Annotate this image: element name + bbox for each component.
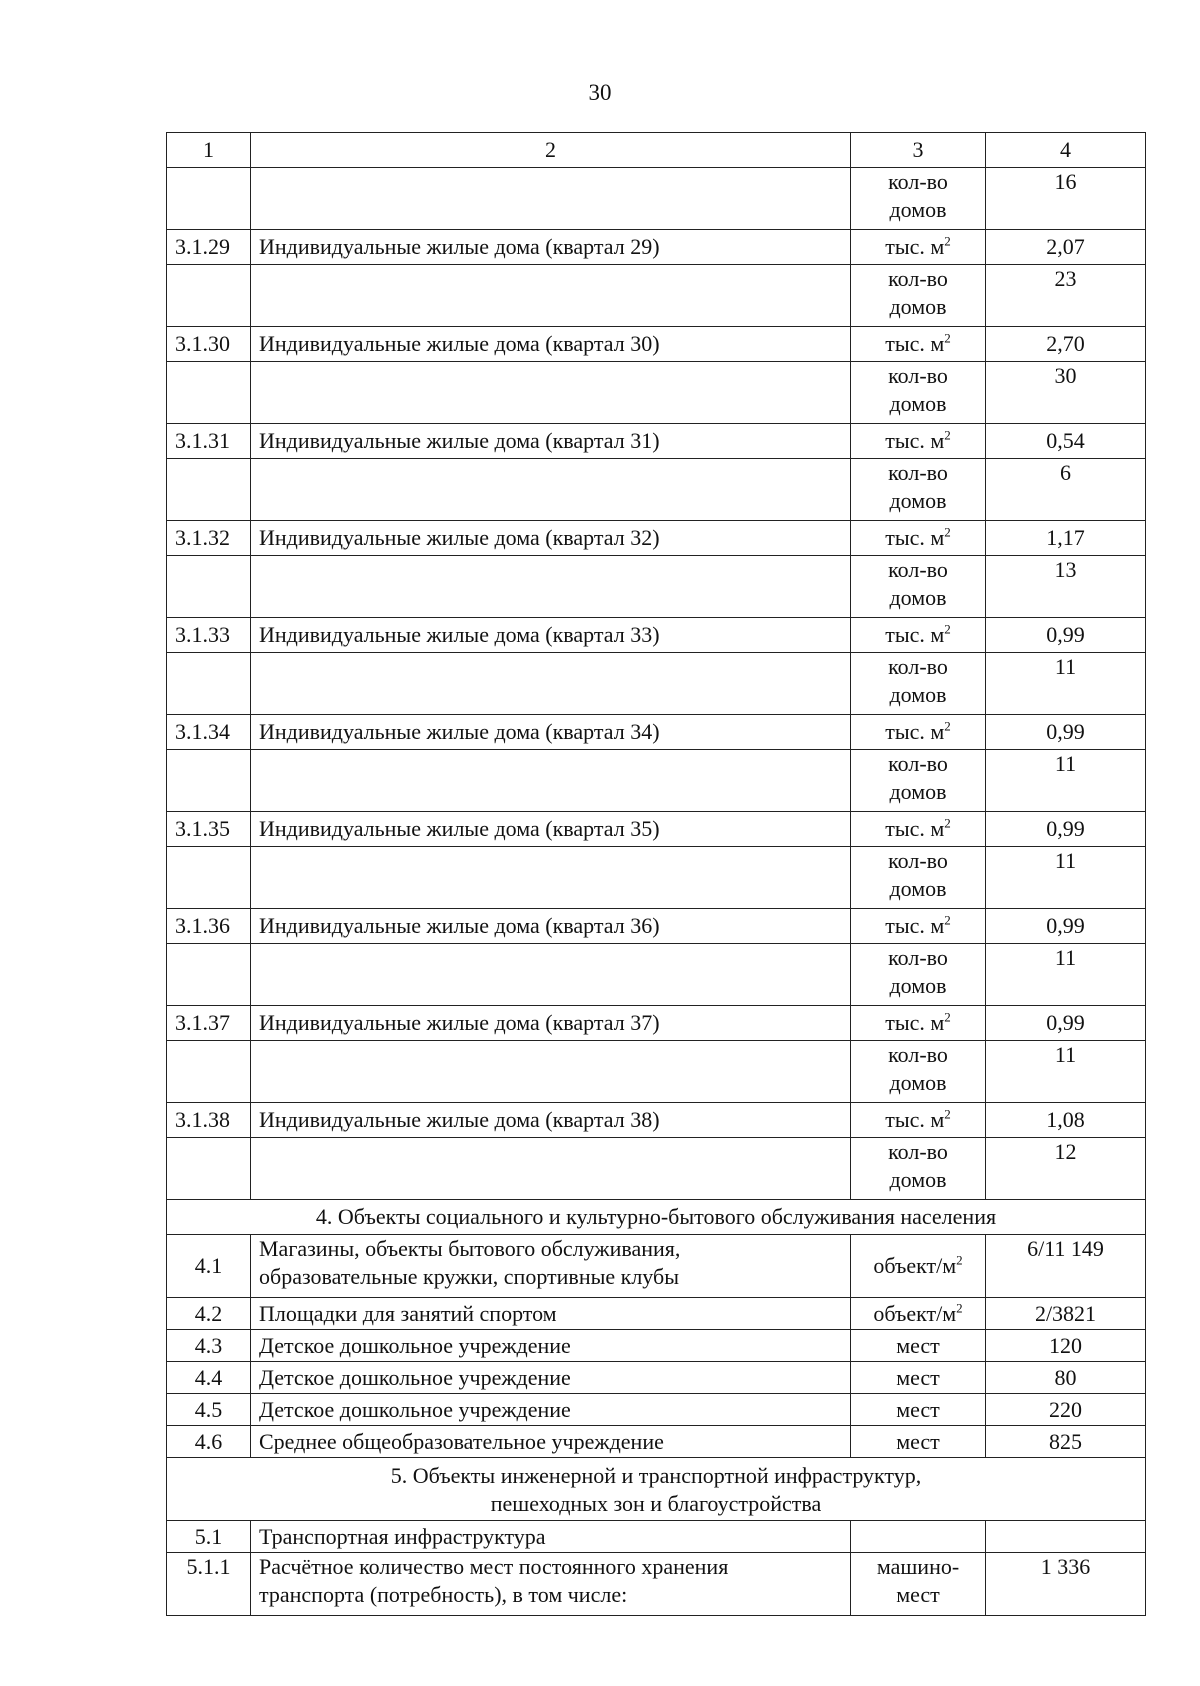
empty-cell [251,459,851,521]
header-cell-3: 3 [851,133,986,168]
row-number: 3.1.34 [167,715,251,750]
table-row [167,715,1146,750]
table-row [167,1394,1146,1426]
section-title: 4. Объекты социального и культурно-бытового обслуживания населения [167,1200,1146,1235]
value-cell: 13 [986,556,1146,618]
row-name: Среднее общеобразовательное учреждение [251,1426,851,1458]
value-cell: 0,99 [986,1006,1146,1041]
value-cell: 11 [986,847,1146,909]
table-row [167,230,1146,265]
section-title: 5. Объекты инженерной и транспортной инфраструктур, пешеходных зон и благоустройства [167,1458,1146,1521]
row-name: Индивидуальные жилые дома (квартал 38) [251,1103,851,1138]
empty-cell [251,1138,851,1200]
row-number: 5.1.1 [167,1553,251,1616]
table-row [167,1235,1146,1298]
value-cell: 6/11 149 [986,1235,1146,1298]
row-name: Индивидуальные жилые дома (квартал 30) [251,327,851,362]
table-row [167,362,1146,424]
empty-cell [251,362,851,424]
value-cell [986,1521,1146,1553]
value-cell: 220 [986,1394,1146,1426]
value-cell: 0,99 [986,715,1146,750]
unit-cell: кол-во домов [851,459,986,521]
empty-cell [167,653,251,715]
table-row [167,168,1146,230]
table-row [167,459,1146,521]
empty-cell [251,556,851,618]
table-row [167,1006,1146,1041]
row-number: 3.1.38 [167,1103,251,1138]
row-name: Индивидуальные жилые дома (квартал 35) [251,812,851,847]
row-name: Индивидуальные жилые дома (квартал 37) [251,1006,851,1041]
unit-cell: тыс. $м^2$ [851,812,986,847]
empty-cell [167,1041,251,1103]
table-row [167,653,1146,715]
row-number: 4.3 [167,1330,251,1362]
empty-cell [167,459,251,521]
row-name: Детское дошкольное учреждение [251,1394,851,1426]
value-cell: 6 [986,459,1146,521]
value-cell: 0,99 [986,909,1146,944]
unit-cell: мест [851,1426,986,1458]
row-number: 3.1.36 [167,909,251,944]
unit-cell: тыс. $м^2$ [851,715,986,750]
row-number: 5.1 [167,1521,251,1553]
empty-cell [251,944,851,1006]
row-number: 3.1.35 [167,812,251,847]
row-number: 3.1.29 [167,230,251,265]
row-number: 3.1.31 [167,424,251,459]
table-row [167,944,1146,1006]
row-name: Магазины, объекты бытового обслуживания, образовательные кружки, спортивные клубы [251,1235,851,1298]
unit-cell: тыс. $м^2$ [851,230,986,265]
empty-cell [251,750,851,812]
unit-cell: мест [851,1330,986,1362]
unit-cell: кол-во домов [851,750,986,812]
table-row [167,1041,1146,1103]
table-row [167,1362,1146,1394]
value-cell: 11 [986,944,1146,1006]
unit-cell: машино- мест [851,1553,986,1616]
unit-cell: тыс. $м^2$ [851,521,986,556]
unit-cell: тыс. $м^2$ [851,327,986,362]
empty-cell [167,265,251,327]
unit-cell: тыс. $м^2$ [851,618,986,653]
row-number: 4.4 [167,1362,251,1394]
empty-cell [167,362,251,424]
unit-cell: кол-во домов [851,653,986,715]
row-number: 3.1.30 [167,327,251,362]
row-number: 3.1.33 [167,618,251,653]
unit-cell: кол-во домов [851,1041,986,1103]
unit-cell: кол-во домов [851,556,986,618]
header-cell-2: 2 [251,133,851,168]
table-row [167,265,1146,327]
unit-cell: объект/$м^2$ [851,1235,986,1298]
value-cell: 80 [986,1362,1146,1394]
row-number: 4.2 [167,1298,251,1330]
value-cell: 0,99 [986,618,1146,653]
empty-cell [167,750,251,812]
table-row [167,327,1146,362]
unit-cell: тыс. $м^2$ [851,1103,986,1138]
table-row [167,521,1146,556]
row-name: Расчётное количество мест постоянного хранения транспорта (потребность), в том числе: [251,1553,851,1616]
value-cell: 0,54 [986,424,1146,459]
unit-cell: кол-во домов [851,168,986,230]
row-name: Индивидуальные жилые дома (квартал 29) [251,230,851,265]
empty-cell [167,1138,251,1200]
row-number: 3.1.32 [167,521,251,556]
table-row [167,424,1146,459]
value-cell: 1,08 [986,1103,1146,1138]
table-row [167,1330,1146,1362]
row-name: Детское дошкольное учреждение [251,1362,851,1394]
value-cell: 30 [986,362,1146,424]
planning-table [166,132,1146,1616]
unit-cell [851,1521,986,1553]
empty-cell [251,265,851,327]
value-cell: 1 336 [986,1553,1146,1616]
table-header-row [167,133,1146,168]
value-cell: 825 [986,1426,1146,1458]
table-row [167,750,1146,812]
table-row [167,618,1146,653]
value-cell: 2,07 [986,230,1146,265]
header-cell-4: 4 [986,133,1146,168]
value-cell: 12 [986,1138,1146,1200]
value-cell: 16 [986,168,1146,230]
value-cell: 11 [986,653,1146,715]
empty-cell [251,847,851,909]
row-name: Индивидуальные жилые дома (квартал 31) [251,424,851,459]
unit-cell: мест [851,1362,986,1394]
value-cell: 2,70 [986,327,1146,362]
row-name: Индивидуальные жилые дома (квартал 33) [251,618,851,653]
row-number: 4.6 [167,1426,251,1458]
table-row [167,1103,1146,1138]
value-cell: 120 [986,1330,1146,1362]
table-row [167,1426,1146,1458]
row-name: Индивидуальные жилые дома (квартал 36) [251,909,851,944]
unit-cell: тыс. $м^2$ [851,1006,986,1041]
table-row [167,1553,1146,1616]
value-cell: 0,99 [986,812,1146,847]
value-cell: 11 [986,750,1146,812]
empty-cell [167,847,251,909]
table-row [167,847,1146,909]
row-number: 3.1.37 [167,1006,251,1041]
unit-cell: кол-во домов [851,265,986,327]
value-cell: 11 [986,1041,1146,1103]
unit-cell: кол-во домов [851,944,986,1006]
table-row [167,1521,1146,1553]
row-number: 4.1 [167,1235,251,1298]
unit-cell: мест [851,1394,986,1426]
table-row [167,1138,1146,1200]
empty-cell [167,944,251,1006]
table-row [167,909,1146,944]
unit-cell: тыс. $м^2$ [851,424,986,459]
page-number: 30 [588,80,612,105]
value-cell: 2/3821 [986,1298,1146,1330]
unit-cell: тыс. $м^2$ [851,909,986,944]
unit-cell: кол-во домов [851,362,986,424]
table-row [167,812,1146,847]
row-name: Транспортная инфраструктура [251,1521,851,1553]
table-row [167,1458,1146,1521]
row-name: Детское дошкольное учреждение [251,1330,851,1362]
row-name: Площадки для занятий спортом [251,1298,851,1330]
unit-cell: объект/$м^2$ [851,1298,986,1330]
row-name: Индивидуальные жилые дома (квартал 32) [251,521,851,556]
unit-cell: кол-во домов [851,1138,986,1200]
row-name: Индивидуальные жилые дома (квартал 34) [251,715,851,750]
row-number: 4.5 [167,1394,251,1426]
value-cell: 1,17 [986,521,1146,556]
table-row [167,1298,1146,1330]
value-cell: 23 [986,265,1146,327]
empty-cell [251,1041,851,1103]
empty-cell [167,556,251,618]
header-cell-1: 1 [167,133,251,168]
table-row [167,1200,1146,1235]
table-row [167,556,1146,618]
unit-cell: кол-во домов [851,847,986,909]
empty-cell [251,653,851,715]
